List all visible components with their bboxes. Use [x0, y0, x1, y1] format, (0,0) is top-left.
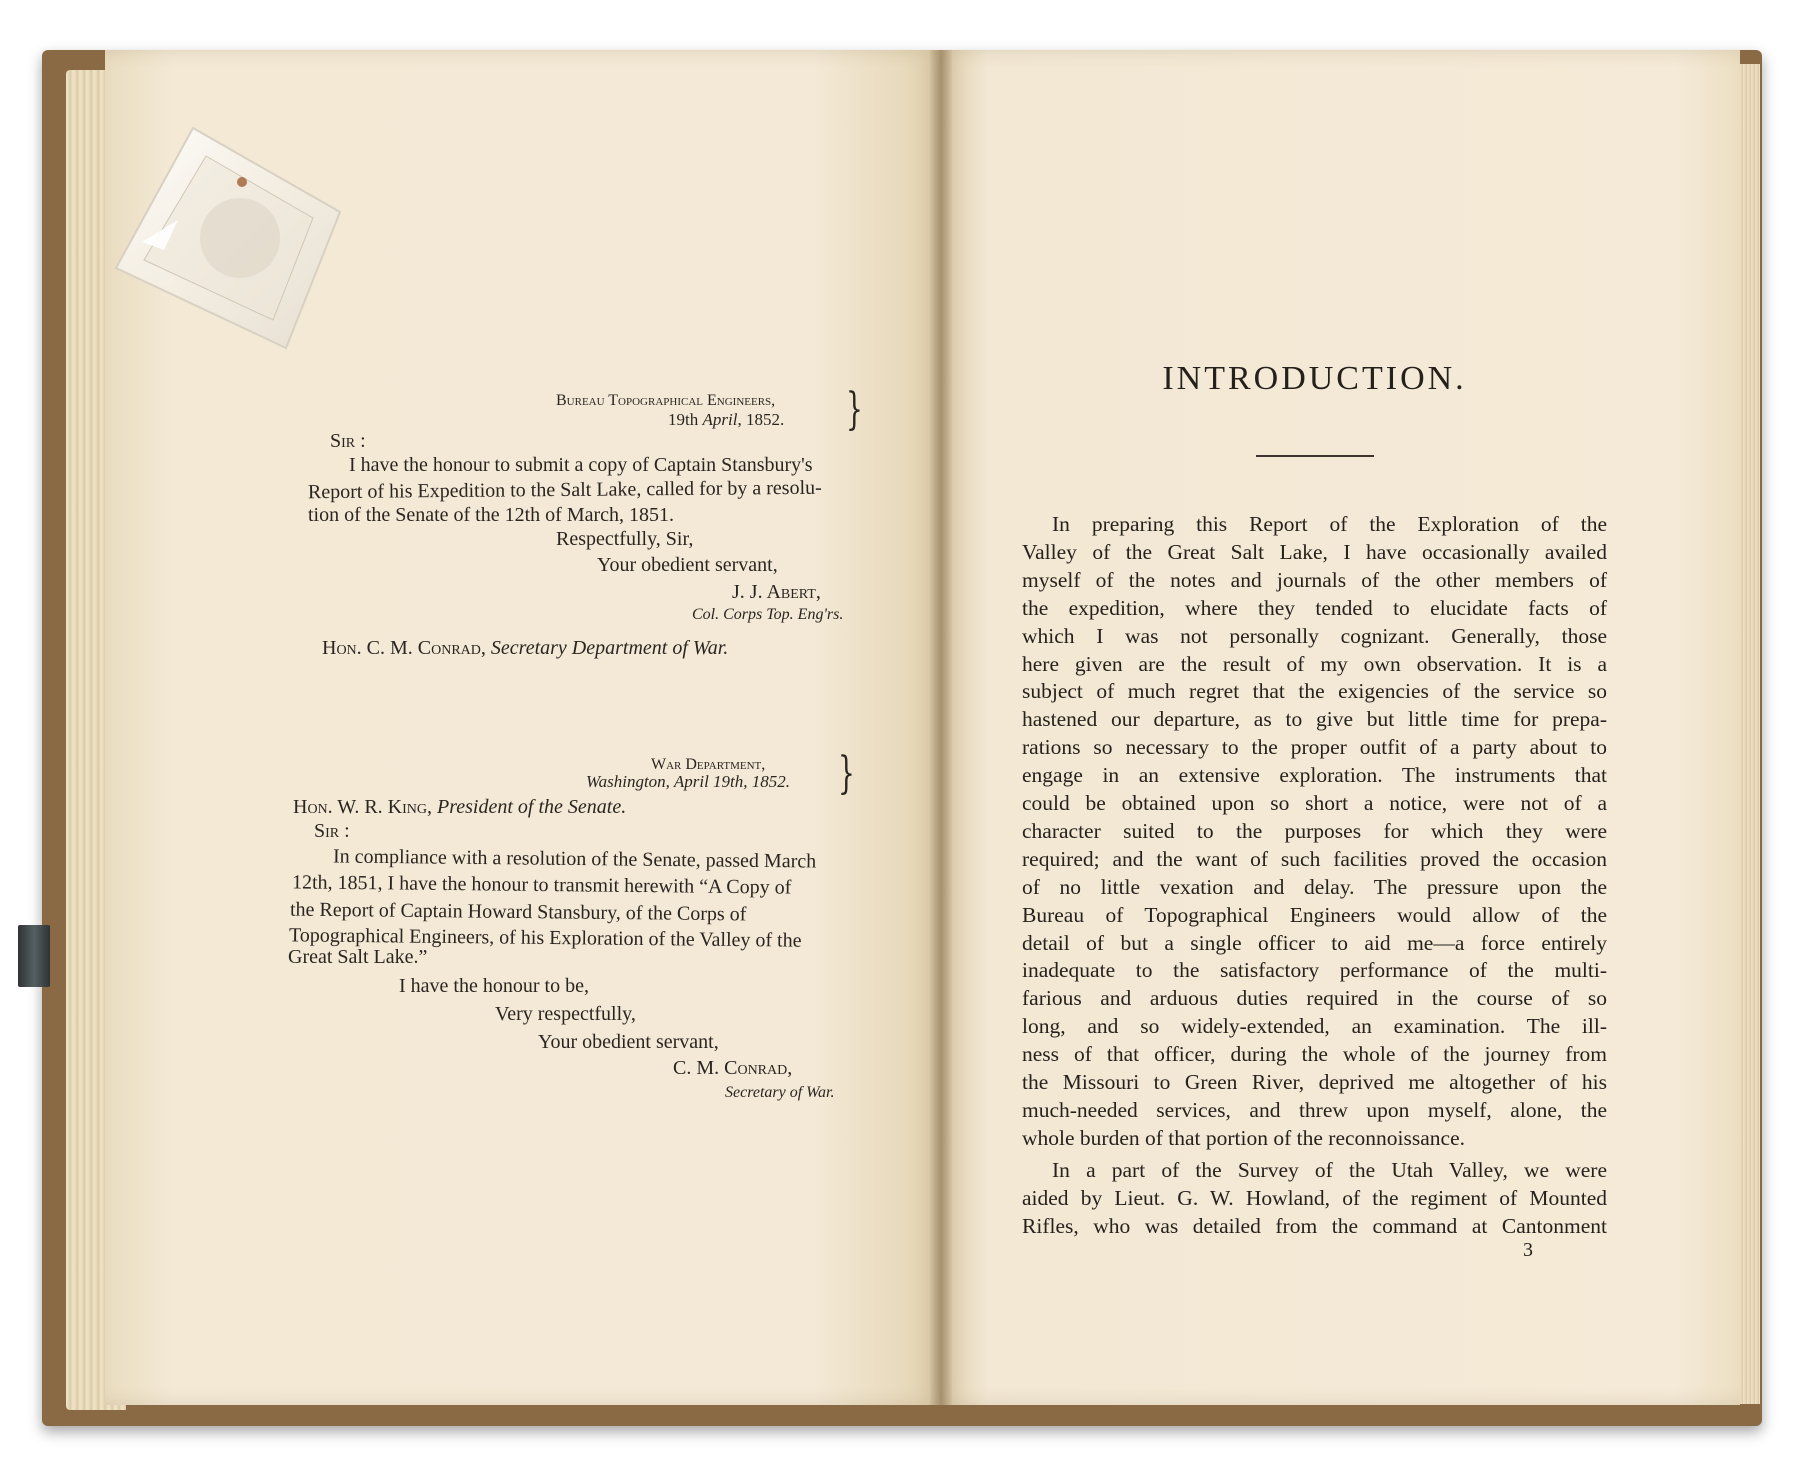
introduction-line: ness of that officer, during the whole of the journey from: [1022, 1042, 1607, 1067]
letter2-salutation: Sir :: [314, 820, 350, 842]
introduction-line: In a part of the Survey of the Utah Valley, we were: [1052, 1157, 1607, 1182]
introduction-line: could be obtained upon so short a notice, were not of a: [1022, 791, 1607, 815]
letter2-body-line-5: Great Salt Lake.”: [288, 946, 428, 968]
letter2-addressee: Hon. W. R. King, President of the Senate.: [293, 796, 627, 818]
chapter-title: INTRODUCTION.: [1162, 360, 1467, 397]
letter2-brace: }: [838, 748, 855, 799]
letter2-heading-office: War Department,: [651, 756, 766, 773]
letter1-signature: J. J. Abert,: [732, 581, 821, 603]
letter2-closing-3: Your obedient servant,: [538, 1031, 719, 1053]
letter1-closing-1: Respectfully, Sir,: [556, 528, 694, 550]
letter2-closing-2: Very respectfully,: [495, 1003, 636, 1025]
letter1-salutation: Sir :: [330, 430, 366, 452]
introduction-line: Bureau of Topographical Engineers would allow of the: [1022, 902, 1607, 927]
introduction-line: engage in an extensive exploration. The instruments that: [1022, 763, 1607, 788]
introduction-line: required; and the want of such facilities proved the occasion: [1022, 846, 1607, 871]
introduction-line: myself of the notes and journals of the other members of: [1022, 567, 1607, 592]
title-rule: [1256, 455, 1374, 457]
glass-paperweight: [108, 120, 358, 355]
letter2-signature-title: Secretary of War.: [725, 1084, 835, 1101]
letter2-heading-date: Washington, April 19th, 1852.: [586, 772, 791, 791]
letter1-body-line-2: Report of his Expedition to the Salt Lake, called for by a resolu-: [307, 476, 822, 504]
letter1-heading-date: 19th April, 1852.: [668, 410, 785, 429]
letter2-body-line-1: In compliance with a resolution of the Senate, passed March: [332, 845, 817, 873]
letter2-body-line-4: Topographical Engineers, of his Exploration of the Valley of the: [288, 924, 802, 952]
introduction-line: character suited to the purposes for which they were: [1022, 818, 1607, 843]
letter2-body-line-2: 12th, 1851, I have the honour to transmit herewith “A Copy of: [291, 871, 792, 899]
letter2-closing-1: I have the honour to be,: [399, 975, 589, 997]
introduction-line: detail of but a single officer to aid me—a force entirely: [1022, 930, 1607, 955]
introduction-line: of no little vexation and delay. The pressure upon the: [1022, 874, 1607, 899]
introduction-line: inadequate to the satisfactory performance of the multi-: [1022, 958, 1607, 983]
letter1-addressee: Hon. C. M. Conrad, Secretary Department of War.: [322, 637, 729, 659]
introduction-line: subject of much regret that the exigencies of the service so: [1022, 679, 1607, 704]
introduction-line: the expedition, where they tended to elucidate facts of: [1022, 595, 1607, 620]
introduction-line: Valley of the Great Salt Lake, I have occasionally availed: [1022, 539, 1607, 564]
letter2-body-line-3: the Report of Captain Howard Stansbury, of the Corps of: [289, 898, 747, 926]
page-number: 3: [1523, 1239, 1533, 1261]
introduction-line: In preparing this Report of the Exploration of the: [1052, 512, 1607, 536]
introduction-line: the Missouri to Green River, deprived me altogether of his: [1022, 1070, 1607, 1094]
letter1-brace: }: [846, 384, 863, 435]
letter1-signature-title: Col. Corps Top. Eng'rs.: [692, 606, 844, 623]
introduction-line: aided by Lieut. G. W. Howland, of the regiment of Mounted: [1022, 1185, 1607, 1210]
letter1-body-line-1: I have the honour to submit a copy of Captain Stansbury's: [349, 454, 813, 476]
letter1-body-line-3: tion of the Senate of the 12th of March, 1851.: [308, 504, 675, 526]
introduction-line: farious and arduous duties required in the course of so: [1022, 986, 1607, 1011]
introduction-line: long, and so widely-extended, an examination. The ill-: [1022, 1014, 1607, 1039]
introduction-line: hastened our departure, as to give but little time for prepa-: [1022, 707, 1607, 732]
letter2-signature: C. M. Conrad,: [673, 1057, 793, 1079]
introduction-line: which I was not personally cognizant. Generally, those: [1022, 623, 1607, 648]
introduction-line: here given are the result of my own observation. It is a: [1022, 651, 1607, 676]
book-gutter: [930, 50, 952, 1405]
introduction-line: whole burden of that portion of the reconnoissance.: [1022, 1125, 1466, 1150]
letter1-closing-2: Your obedient servant,: [597, 554, 778, 576]
introduction-line: much-needed services, and threw upon myself, alone, the: [1022, 1097, 1607, 1122]
letter1-heading-office: Bureau Topographical Engineers,: [556, 392, 776, 409]
introduction-line: rations so necessary to the proper outfit of a party about to: [1022, 735, 1607, 760]
metal-tab-marker: [18, 925, 50, 987]
introduction-line: Rifles, who was detailed from the command at Cantonment: [1022, 1213, 1607, 1238]
